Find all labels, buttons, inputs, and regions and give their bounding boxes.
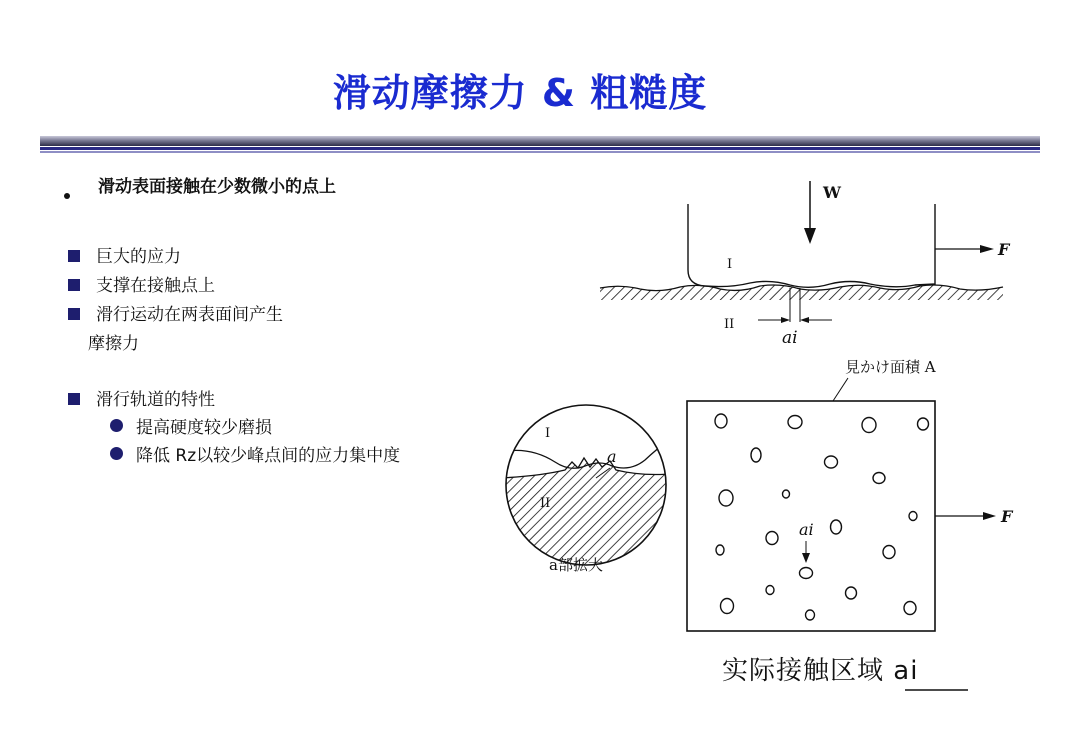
zoom-ii-label: II [540,496,551,511]
apparent-area-figure [687,358,1014,631]
sliding-block [688,204,935,287]
zoom-detail-figure [500,405,670,574]
square-item: 滑行运动在两表面间产生 [96,305,283,325]
w-label: W [823,183,841,202]
square-item: 支撑在接触点上 [96,276,215,296]
zoom-i-label: I [545,426,551,441]
f-label-top: F [998,240,1010,259]
ai-label-area: ai [799,520,814,539]
zoom-caption: a部拡大 [549,556,603,574]
apparent-area-label: 見かけ面積 A [845,358,936,376]
sub-item: 降低 Rz以较少峰点间的应力集中度 [136,446,401,466]
slide-title: 滑动摩擦力 & 粗糙度 [332,71,708,115]
block-on-surface-figure [600,181,1011,348]
main-bullet: 滑动表面接触在少数微小的点上 [98,177,336,197]
ai-label-top: ai [782,328,798,348]
square-item-continued: 摩擦力 [88,334,139,354]
bottom-caption: 实际接触区域 ai [722,656,919,686]
i-label: I [727,257,733,272]
ii-label: II [724,317,735,332]
rail-heading: 滑行轨道的特性 [96,390,215,410]
sub-item: 提高硬度较少磨损 [136,418,272,438]
square-item: 巨大的应力 [96,247,181,267]
f-label-area: F [1001,507,1013,526]
zoom-a-label: a [607,447,617,466]
